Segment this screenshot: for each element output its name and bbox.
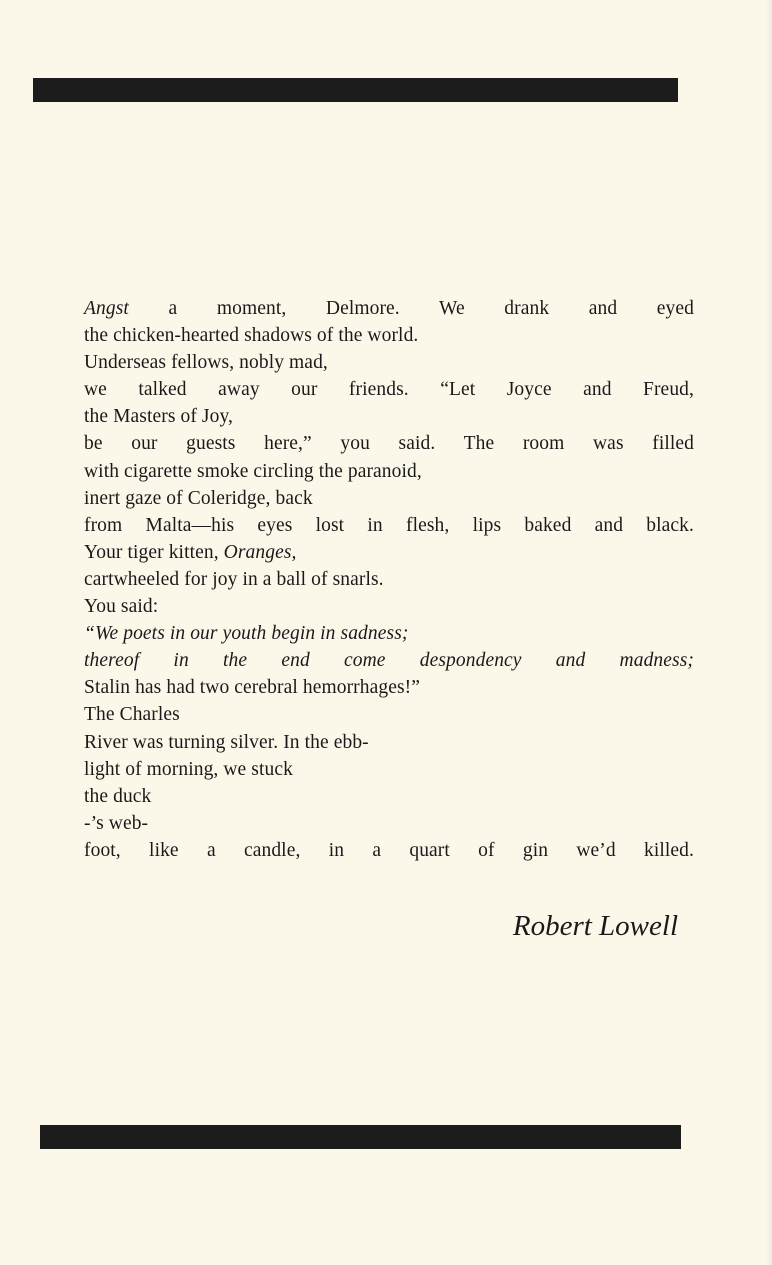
poem-segment: River was turning silver. In the ebb- [84, 731, 369, 753]
poem-italic-segment: Angst [84, 298, 129, 319]
poem-line [84, 701, 694, 728]
poem-italic-segment: “We poets in our youth begin in sadness; [84, 623, 409, 645]
poem-line [84, 783, 694, 810]
poem-segment: light of morning, we stuck [84, 758, 293, 780]
poem-segment: the duck [84, 785, 152, 807]
poem-segment: the chicken-hearted shadows of the world. [84, 325, 419, 347]
poem-segment: be our guests here,” you said. The room was filled [84, 433, 694, 455]
poem-line [84, 295, 694, 322]
poem-line [84, 647, 694, 674]
poem-italic-segment: thereof in the end come despondency and madness; [84, 650, 694, 672]
poem-segment: The Charles [84, 704, 180, 726]
poem-line [84, 403, 694, 430]
poem-line [84, 349, 694, 376]
poem-segment: inert gaze of Coleridge, back [84, 487, 313, 509]
poem-segment: with cigarette smoke circling the paranoid, [84, 460, 422, 482]
author-signature: Robert Lowell [512, 910, 678, 942]
poem-segment: the Masters of Joy, [84, 406, 234, 428]
poem-segment: Your tiger kitten, [84, 541, 224, 563]
bottom-black-rule [40, 1125, 681, 1149]
poem-segment: -’s web- [84, 812, 149, 834]
poem-segment: from Malta—his eyes lost in flesh, lips baked and black. [84, 514, 694, 536]
poem-line [84, 729, 694, 756]
poem-line [84, 674, 694, 701]
poem-segment: Stalin has had two cerebral hemorrhages!” [84, 677, 421, 699]
poem-line [84, 376, 694, 403]
top-black-rule [33, 78, 678, 102]
page-edge [766, 0, 772, 1265]
poem-line [84, 322, 694, 349]
poem-italic-segment: Oranges, [223, 541, 297, 563]
poem-line [84, 458, 694, 485]
poem-line [84, 756, 694, 783]
poem-line [84, 539, 694, 566]
poem-segment: a moment, Delmore. We drank and eyed [128, 298, 694, 319]
poem-text [84, 295, 694, 864]
poem-line [84, 837, 694, 864]
poem-line [84, 430, 694, 457]
poem-segment: foot, like a candle, in a quart of gin we’d killed. [84, 839, 694, 861]
poem-line [84, 810, 694, 837]
poem-segment: cartwheeled for joy in a ball of snarls. [84, 568, 384, 590]
poem-line [84, 512, 694, 539]
poem-segment: Underseas fellows, nobly mad, [84, 352, 328, 374]
poem-segment: we talked away our friends. “Let Joyce and Freud, [84, 379, 694, 401]
poem-line [84, 593, 694, 620]
poem-line [84, 620, 694, 647]
poem-segment: You said: [84, 596, 159, 618]
poem-line [84, 566, 694, 593]
poem-line [84, 485, 694, 512]
